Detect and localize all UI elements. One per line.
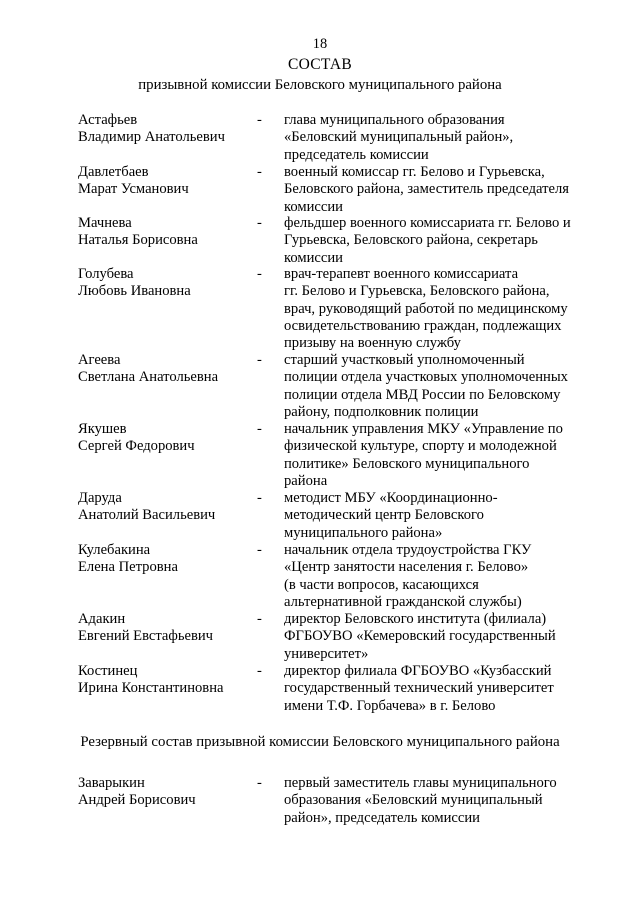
member-name: [78, 215, 258, 250]
role-line: гг. Белово и Гурьевска, Беловского района,: [284, 283, 550, 300]
role-line: фельдшер военного комиссариата гг. Белово и: [284, 215, 571, 231]
reserve-heading: Резервный состав призывной комиссии Беловского муниципального района: [80, 734, 560, 750]
role-line: директор филиала ФГБОУВО «Кузбасский: [284, 663, 552, 679]
member-given-names: Елена Петровна: [78, 559, 178, 576]
member-given-names: Любовь Ивановна: [78, 283, 191, 300]
member-surname: Якушев: [78, 421, 127, 437]
member-role: [284, 421, 604, 490]
member-dash: -: [257, 542, 262, 558]
member-name: [78, 421, 258, 456]
member-surname: Давлетбаев: [78, 164, 149, 180]
member-dash: -: [257, 663, 262, 679]
role-line: призыву на военную службу: [284, 335, 461, 352]
role-line: начальник отдела трудоустройства ГКУ: [284, 542, 532, 558]
role-line: району, подполковник полиции: [284, 403, 479, 420]
member-dash: -: [257, 112, 262, 128]
member-role: [284, 611, 604, 663]
role-line: освидетельствованию граждан, подлежащих: [284, 317, 562, 334]
member-given-names: Марат Усманович: [78, 181, 189, 198]
role-line: врач-терапевт военного комиссариата: [284, 266, 519, 282]
role-line: ФГБОУВО «Кемеровский государственный: [284, 628, 556, 645]
role-line: образования «Беловский муниципальный: [284, 792, 543, 809]
member-role: [284, 352, 604, 421]
member-dash: -: [257, 266, 262, 282]
member-name: [78, 352, 258, 387]
member-given-names: Анатолий Васильевич: [78, 507, 216, 524]
document-subtitle: призывной комиссии Беловского муниципального района: [138, 77, 502, 93]
role-line: комиссии: [284, 198, 343, 215]
member-surname: Кулебакина: [78, 542, 151, 558]
role-line: председатель комиссии: [284, 146, 429, 163]
member-role: [284, 266, 604, 352]
role-line: муниципального района»: [284, 524, 443, 541]
member-dash: -: [257, 352, 262, 368]
member-given-names: Наталья Борисовна: [78, 232, 198, 249]
member-role: [284, 663, 604, 715]
member-role: [284, 542, 604, 611]
role-line: глава муниципального образования: [284, 112, 505, 128]
member-surname: Даруда: [78, 490, 122, 506]
member-name: [78, 611, 258, 646]
member-role: [284, 112, 604, 164]
role-line: района: [284, 472, 328, 489]
role-line: врач, руководящий работой по медицинскому: [284, 300, 568, 317]
member-role: [284, 775, 604, 827]
member-surname: Агеева: [78, 352, 121, 368]
page-number: 18: [312, 36, 328, 52]
member-dash: -: [257, 775, 262, 791]
member-name: [78, 164, 258, 199]
member-name: [78, 266, 258, 301]
member-given-names: Светлана Анатольевна: [78, 369, 219, 386]
member-name: [78, 775, 258, 810]
role-line: государственный технический университет: [284, 680, 554, 697]
role-line: имени Т.Ф. Горбачева» в г. Белово: [284, 697, 496, 714]
role-line: физической культуре, спорту и молодежной: [284, 438, 557, 455]
role-line: военный комиссар гг. Белово и Гурьевска,: [284, 164, 545, 180]
role-line: политике» Беловского муниципального: [284, 455, 530, 472]
role-line: Гурьевска, Беловского района, секретарь: [284, 232, 538, 249]
member-given-names: Андрей Борисович: [78, 792, 196, 809]
document-title: СОСТАВ: [287, 56, 353, 73]
member-given-names: Ирина Константиновна: [78, 680, 224, 697]
member-dash: -: [257, 164, 262, 180]
member-name: [78, 490, 258, 525]
role-line: начальник управления МКУ «Управление по: [284, 421, 563, 437]
member-surname: Заварыкин: [78, 775, 145, 791]
member-surname: Адакин: [78, 611, 126, 627]
member-surname: Голубева: [78, 266, 134, 282]
member-dash: -: [257, 611, 262, 627]
role-line: «Центр занятости населения г. Белово»: [284, 559, 529, 576]
role-line: полиции отдела МВД России по Беловскому: [284, 386, 561, 403]
member-given-names: Сергей Федорович: [78, 438, 195, 455]
role-line: район», председатель комиссии: [284, 809, 480, 826]
member-given-names: Владимир Анатольевич: [78, 129, 225, 146]
role-line: «Беловский муниципальный район»,: [284, 129, 514, 146]
role-line: университет»: [284, 645, 369, 662]
member-name: [78, 663, 258, 698]
member-surname: Мачнева: [78, 215, 132, 231]
member-name: [78, 112, 258, 147]
role-line: старший участковый уполномоченный: [284, 352, 525, 368]
role-line: альтернативной гражданской службы): [284, 593, 522, 610]
member-dash: -: [257, 215, 262, 231]
member-role: [284, 164, 604, 216]
member-name: [78, 542, 258, 577]
role-line: директор Беловского института (филиала): [284, 611, 547, 627]
role-line: методический центр Беловского: [284, 507, 484, 524]
member-surname: Астафьев: [78, 112, 138, 128]
role-line: комиссии: [284, 249, 343, 266]
member-surname: Костинец: [78, 663, 138, 679]
role-line: методист МБУ «Координационно-: [284, 490, 498, 506]
member-given-names: Евгений Евстафьевич: [78, 628, 214, 645]
member-dash: -: [257, 490, 262, 506]
role-line: (в части вопросов, касающихся: [284, 576, 479, 593]
role-line: Беловского района, заместитель председателя: [284, 181, 569, 198]
role-line: первый заместитель главы муниципального: [284, 775, 557, 791]
member-role: [284, 215, 604, 267]
role-line: полиции отдела участковых уполномоченных: [284, 369, 568, 386]
member-dash: -: [257, 421, 262, 437]
member-role: [284, 490, 604, 542]
